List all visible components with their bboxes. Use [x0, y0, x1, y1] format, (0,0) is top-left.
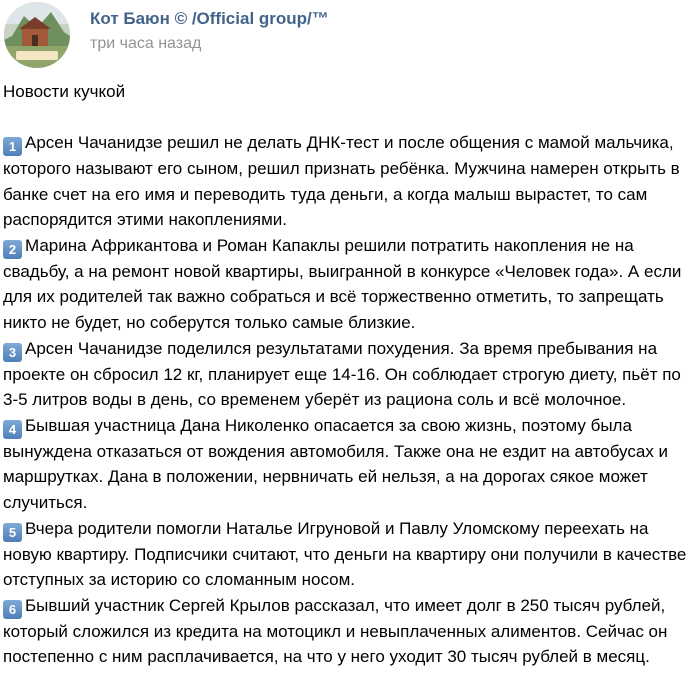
keycap-1-icon: 1 [3, 137, 22, 156]
news-item-1 [3, 130, 693, 233]
news-item-text: Арсен Чачанидзе решил не делать ДНК-тест и после общения с мамой мальчика, которого называют его сыном, решил признать ребёнка. Мужчина намерен открыть в банке счет на его имя и переводить туда деньги, а когда малыш вырастет, то сам распорядится этими накоплениями. [3, 133, 680, 230]
news-list [3, 130, 693, 670]
news-item-text: Арсен Чачанидзе поделился результатами похудения. За время пребывания на проекте он сбросил 12 кг, планирует еще 14-16. Он соблюдает строгую диету, пьёт по 3-5 литров воды в день, со временем уберёт из рациона соль и всё молочное. [3, 338, 681, 410]
avatar-image [4, 2, 70, 68]
avatar[interactable] [4, 2, 70, 68]
keycap-3-icon: 3 [3, 343, 22, 362]
post-intro: Новости кучкой [3, 82, 126, 101]
news-item-2 [3, 233, 693, 336]
news-item-text: Марина Африкантова и Роман Капаклы решили потратить накопления не на свадьбу, а на ремонт новой квартиры, выигранной в конкурсе «Человек года». А если для их родителей так важно собраться и всё торжественно отметить, то запрещать никто не будет, но соберутся только самые близкие. [3, 235, 682, 332]
news-item-6 [3, 593, 693, 670]
news-item-text: Бывшая участница Дана Николенко опасается за свою жизнь, поэтому была вынуждена отказаться от вождения автомобиля. Также она не ездит на автобусах и маршрутках. Дана в положении, нервничать ей нельзя, а на дорогах сякое может случиться. [3, 415, 669, 512]
keycap-2-icon: 2 [3, 240, 22, 259]
post-time[interactable]: три часа назад [90, 35, 202, 52]
news-item-text: Бывший участник Сергей Крылов рассказал, что имеет долг в 250 тысяч рублей, который сложился из кредита на мотоцикл и невыплаченных алиментов. Сейчас он постепенно с ним расплачивается, на что у него уходит 30 тысяч рублей в месяц. [3, 595, 668, 667]
news-item-5 [3, 516, 693, 593]
keycap-5-icon: 5 [3, 523, 22, 542]
keycap-6-icon: 6 [3, 600, 22, 619]
news-item-4 [3, 413, 693, 516]
post-header [0, 0, 699, 70]
keycap-4-icon: 4 [3, 420, 22, 439]
news-item-3 [3, 336, 693, 413]
news-item-text: Вчера родители помогли Наталье Игруновой и Павлу Уломскому переехать на новую квартиру. Подписчики считают, что деньги на квартиру они получили в качестве отступных за историю со сломанным носом. [3, 518, 687, 590]
author-name[interactable]: Кот Баюн © /Official group/™ [90, 9, 329, 28]
